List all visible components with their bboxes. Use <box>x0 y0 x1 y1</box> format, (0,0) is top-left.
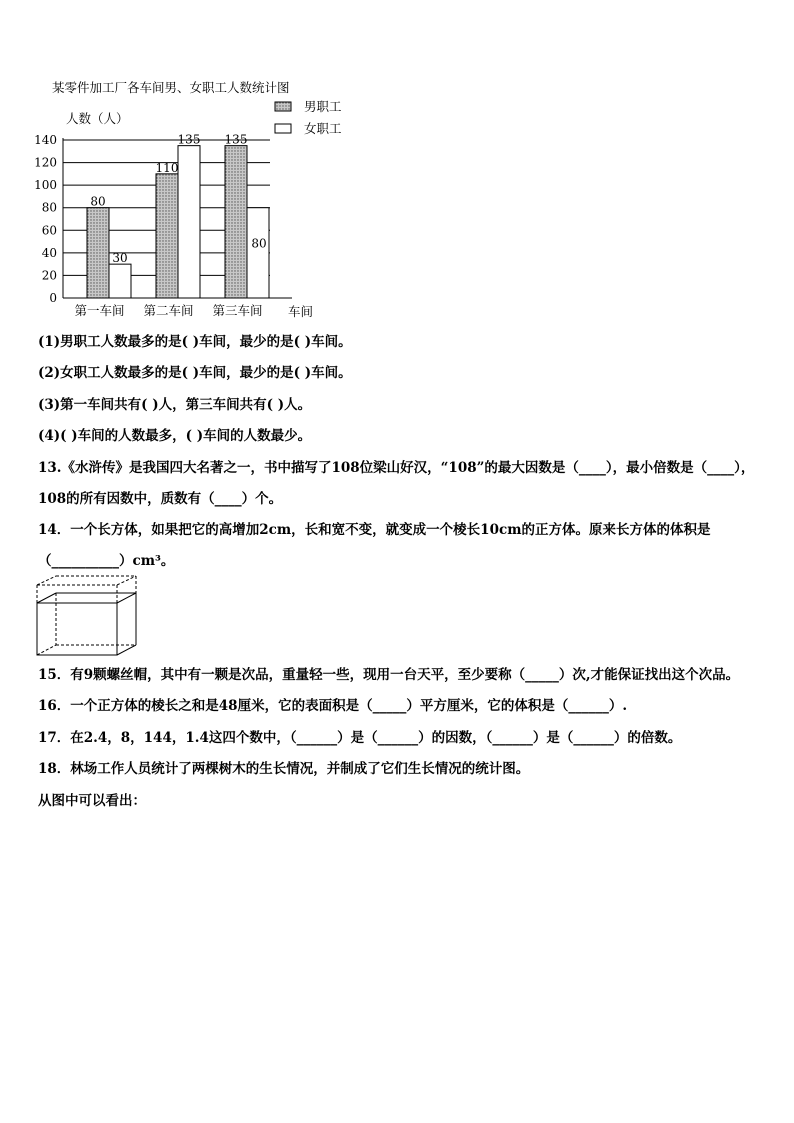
bar-male <box>156 174 178 298</box>
y-tick-label: 120 <box>34 155 57 170</box>
question-2: (2)女职工人数最多的是( )车间，最少的是( )车间。 <box>38 365 352 381</box>
legend-label-female: 女职工 <box>304 121 342 136</box>
y-tick-label: 40 <box>41 245 57 260</box>
bar-data-label: 80 <box>90 194 106 209</box>
chart-x-axis-label: 车间 <box>288 304 314 319</box>
y-tick-label: 60 <box>41 223 57 238</box>
chart-bars <box>74 133 269 318</box>
bar-female <box>178 146 200 298</box>
chart-legend <box>275 99 342 136</box>
x-tick-label: 第一车间 <box>74 303 125 318</box>
bar-male <box>225 146 247 298</box>
legend-swatch-male <box>275 102 291 111</box>
question-15: 15．有9颗螺丝帽，其中有一颗是次品，重量轻一些，现用一台天平，至少要称（_____）次,才能保证找出这个次品。 <box>38 667 740 683</box>
bar-male <box>87 208 109 298</box>
bar-data-label: 110 <box>155 160 179 175</box>
question-18: 18．林场工作人员统计了两棵树木的生长情况，并制成了它们生长情况的统计图。 <box>38 761 530 777</box>
bar-female <box>109 264 131 298</box>
question-17: 17．在2.4，8，144，1.4这四个数中，（______）是（______）的因数，（______）是（______）的倍数。 <box>38 730 682 746</box>
bar-data-label: 135 <box>177 132 201 147</box>
question-1: (1)男职工人数最多的是( )车间，最少的是( )车间。 <box>38 334 352 350</box>
chart-title: 某零件加工厂各车间男、女职工人数统计图 <box>52 80 290 95</box>
question-13-line2: 108的所有因数中，质数有（____）个。 <box>38 491 283 507</box>
y-tick-label: 140 <box>34 133 57 147</box>
x-tick-label: 第三车间 <box>212 303 263 318</box>
bar-data-label: 30 <box>112 251 128 266</box>
y-tick-label: 0 <box>49 291 57 305</box>
legend-swatch-female <box>275 124 291 133</box>
chart-y-axis-label: 人数（人） <box>66 111 129 126</box>
question-14-line2: （__________）cm³。 <box>38 553 175 569</box>
question-4: (4)( )车间的人数最多，( )车间的人数最少。 <box>38 428 312 444</box>
y-tick-label: 20 <box>41 268 57 283</box>
cuboid-diagram <box>36 575 140 657</box>
question-16: 16．一个正方体的棱长之和是48厘米，它的表面积是（_____）平方厘米，它的体积是（______）. <box>38 698 628 714</box>
legend-label-male: 男职工 <box>304 99 342 114</box>
question-18-subtitle: 从图中可以看出： <box>38 793 146 809</box>
bar-chart <box>30 78 360 328</box>
bar-data-label: 135 <box>224 132 248 147</box>
bar-data-label: 80 <box>251 236 267 251</box>
question-14-line1: 14．一个长方体，如果把它的高增加2cm，长和宽不变，就变成一个棱长10cm的正方体。原来长方体的体积是 <box>38 522 711 538</box>
x-tick-label: 第二车间 <box>143 303 194 318</box>
question-3: (3)第一车间共有( )人，第三车间共有( )人。 <box>38 397 312 413</box>
question-13-line1: 13.《水浒传》是我国四大名著之一，书中描写了108位梁山好汉，“108”的最大因数是（____），最小倍数是（____）， <box>38 460 755 476</box>
y-tick-label: 80 <box>41 200 57 215</box>
bar-female <box>247 208 269 298</box>
y-tick-label: 100 <box>34 178 57 193</box>
